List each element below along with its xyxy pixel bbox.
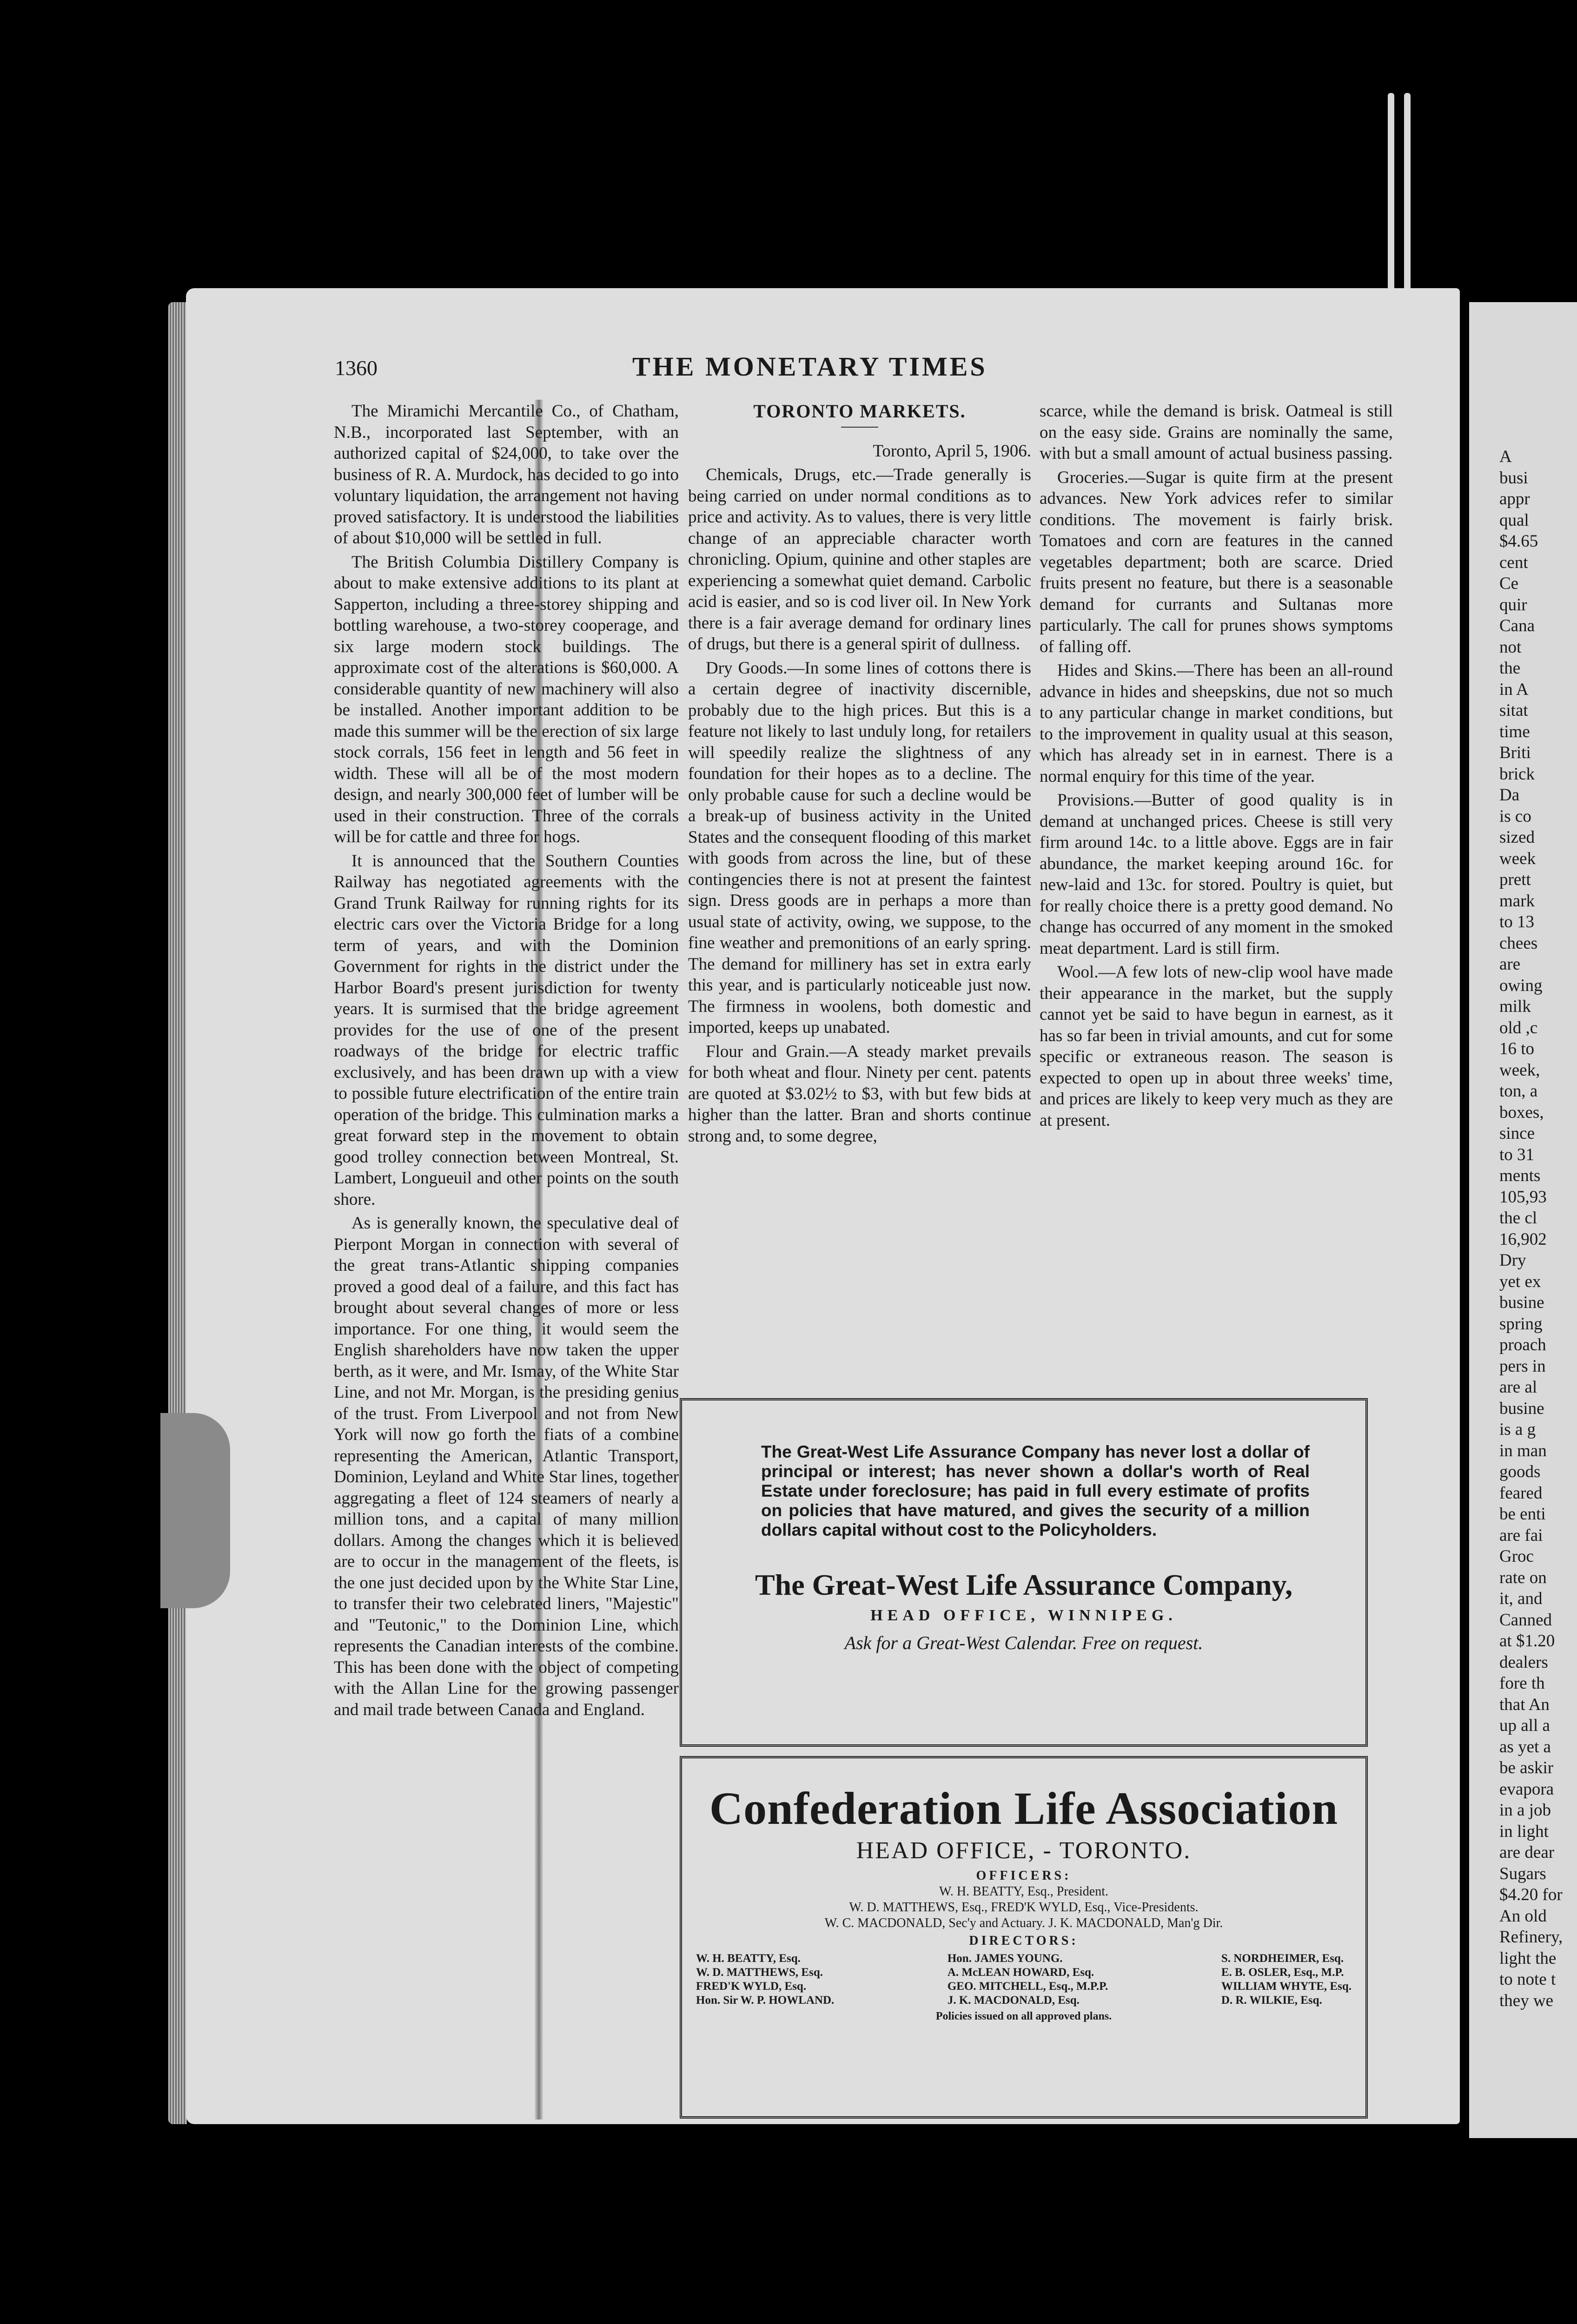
facing-page-line: are dear: [1499, 1843, 1555, 1862]
facing-page-line: prett: [1499, 870, 1531, 889]
market-paragraph: Flour and Grain.—A steady market prevails for both wheat and flour. Ninety per cent. patents are quoted at $3.02½ to $3, with but few bids at higher than the latter. Bran and shorts continue strong and, to some degree,: [688, 1042, 1031, 1146]
facing-page-line: the: [1499, 659, 1521, 678]
facing-page-line: cent: [1499, 553, 1528, 572]
facing-page-line: old ,c: [1499, 1018, 1538, 1037]
market-paragraph: Provisions.—Butter of good quality is in demand at unchanged prices. Cheese is still very firm around 14c. to a little above. Eggs are in fair abundance, the market keeping around 16c. for new-laid and 13c. for stored. Poultry is quiet, but for really choice there is a pretty good demand. No change has occurred of any moment in the smoked meat department. Lard is still firm.: [1040, 791, 1393, 958]
market-paragraph: Dry Goods.—In some lines of cottons there is a certain degree of inactivity discernible, probably due to the high prices. But this is a feature not likely to last unduly long, for retailers will speedily realize the slightness of any foundation for their hopes as to a decline. The only probable cause for such a decline would be a break-up of business activity in the United States and the consequent flooding of this market with goods from across the line, but of these contingencies there is not at present the faintest sign. Dress goods are in perhaps a more than usual state of activity, owing, we suppose, to the fine weather and premonitions of an early spring. The demand for millinery has set in extra early this year, and is particularly noticeable just now. The firmness in woolens, both domestic and imported, keeps up unabated.: [688, 658, 1031, 1037]
facing-page-line: fore th: [1499, 1674, 1545, 1693]
facing-page-line: rate on: [1499, 1568, 1547, 1587]
facing-page-line: Groc: [1499, 1547, 1534, 1566]
ad-head-office: HEAD OFFICE, - TORONTO.: [856, 1837, 1192, 1864]
facing-page-line: spring: [1499, 1314, 1543, 1334]
great-west-life-advertisement: [680, 1398, 1368, 1747]
facing-page-line: sitat: [1499, 701, 1528, 720]
facing-page-line: appr: [1499, 489, 1530, 508]
directors-column: [1221, 1952, 1352, 2007]
facing-page-line: ments: [1499, 1166, 1541, 1185]
facing-page-line: Da: [1499, 786, 1520, 805]
page-clamp: [160, 1413, 230, 1608]
facing-page-line: is co: [1499, 806, 1531, 826]
facing-page-line: are fai: [1499, 1525, 1543, 1545]
facing-page-line: evapora: [1499, 1779, 1554, 1799]
facing-page-line: be askir: [1499, 1758, 1554, 1777]
facing-page-line: dealers: [1499, 1652, 1548, 1672]
facing-page-line: feared: [1499, 1483, 1543, 1503]
facing-page-line: that An: [1499, 1695, 1550, 1714]
heading-rule: [841, 427, 878, 428]
ad-footer: Policies issued on all approved plans.: [935, 2010, 1112, 2022]
officer-line: W. D. MATTHEWS, Esq., FRED'K WYLD, Esq., Vice-Presidents.: [849, 1900, 1199, 1915]
facing-page-line: boxes,: [1499, 1103, 1544, 1122]
directors-title: DIRECTORS:: [969, 1934, 1079, 1948]
facing-page-line: in light: [1499, 1822, 1549, 1841]
director-name: A. McLEAN HOWARD, Esq.: [947, 1966, 1094, 1979]
director-name: S. NORDHEIMER, Esq.: [1221, 1952, 1344, 1965]
facing-page-line: as yet a: [1499, 1737, 1551, 1756]
facing-page-line: milk: [1499, 997, 1531, 1016]
market-paragraph: scarce, while the demand is brisk. Oatmeal is still on the easy side. Grains are nominally the same, with but a small amount of actual business passing.: [1040, 402, 1393, 463]
facing-page-line: they we: [1499, 1991, 1554, 2010]
facing-page-line: is a g: [1499, 1420, 1536, 1439]
facing-page-line: $4.20 for: [1499, 1885, 1563, 1904]
director-name: W. H. BEATTY, Esq.: [696, 1952, 801, 1965]
facing-page-line: in man: [1499, 1441, 1547, 1460]
ad-company-name: The Great-West Life Assurance Company,: [755, 1568, 1293, 1601]
director-name: Hon. JAMES YOUNG.: [947, 1952, 1063, 1965]
facing-page-line: owing: [1499, 976, 1543, 995]
facing-page-line: in A: [1499, 680, 1529, 699]
article-paragraph: As is generally known, the speculative deal of Pierpont Morgan in connection with several of the great trans-Atlantic shipping companies proved a good deal of a failure, and this fact has brought about several changes of more or less importance. For one thing, it would seem the English shareholders have now taken the upper berth, as it were, and Mr. Ismay, of the White Star Line, and not Mr. Morgan, is the presiding genius of the trust. From Liverpool and not from New York will now go forth the fiats of a combine representing the American, Atlantic Transport, Dominion, Leyland and White Star lines, together aggregating a fleet of 124 steamers of nearly a million tons, and a capital of many million dollars. Among the changes which it is believed are to occur in the management of the fleets, is the one just decided upon by the White Star Line, to transfer their two celebrated liners, "Majestic" and "Teutonic," to the Dominion Line, which represents the Canadian interests of the combine. This has been done with the object of competing with the Allan Line for the growing passenger and mail trade between Canada and England.: [334, 1214, 679, 1719]
column-2: [688, 401, 1031, 1149]
page-number: 1360: [335, 356, 378, 380]
director-name: D. R. WILKIE, Esq.: [1221, 1994, 1322, 2007]
facing-page-line: to 31: [1499, 1145, 1535, 1164]
facing-page-line: busi: [1499, 468, 1528, 488]
facing-page-line: Cana: [1499, 616, 1535, 635]
officers-title: OFFICERS:: [976, 1868, 1072, 1883]
facing-page-line: in a job: [1499, 1801, 1551, 1820]
facing-page-line: ton, a: [1499, 1082, 1538, 1101]
facing-page-line: light the: [1499, 1948, 1557, 1968]
facing-page-line: are al: [1499, 1378, 1537, 1397]
facing-page-line: busine: [1499, 1399, 1544, 1418]
facing-page-line: to note t: [1499, 1970, 1556, 1989]
director-name: FRED'K WYLD, Esq.: [696, 1980, 807, 1993]
facing-page-line: proach: [1499, 1335, 1546, 1354]
facing-page-line: sized: [1499, 828, 1535, 847]
facing-page-line: it, and: [1499, 1589, 1543, 1608]
facing-page-line: be enti: [1499, 1505, 1546, 1524]
director-name: WILLIAM WHYTE, Esq.: [1221, 1980, 1352, 1993]
market-paragraph: Hides and Skins.—There has been an all-round advance in hides and sheepskins, due not so much to any particular change in market conditions, but to the improvement in quality usual at this season, which has already set in in earnest. There is a normal enquiry for this time of the year.: [1040, 661, 1393, 786]
facing-page-line: yet ex: [1499, 1272, 1541, 1291]
officer-line: W. C. MACDONALD, Sec'y and Actuary. J. K. MACDONALD, Man'g Dir.: [824, 1916, 1223, 1930]
facing-page-line: Refinery,: [1499, 1928, 1563, 1947]
officer-line: W. H. BEATTY, Esq., President.: [939, 1884, 1108, 1899]
facing-page-line: A: [1499, 447, 1512, 466]
director-name: GEO. MITCHELL, Esq., M.P.P.: [947, 1980, 1108, 1993]
facing-page-line: mark: [1499, 891, 1535, 911]
ad-head-office: HEAD OFFICE, WINNIPEG.: [870, 1607, 1177, 1624]
facing-page-line: Canned: [1499, 1610, 1552, 1630]
facing-page-line: Ce: [1499, 574, 1519, 593]
directors-list: [696, 1952, 1352, 2007]
article-paragraph: The British Columbia Distillery Company is about to make extensive additions to its plant at Sapperton, including a three-storey shipping and bottling warehouse, a two-storey cooperage, and six large modern stock buildings. The approximate cost of the alterations is $60,000. A considerable quantity of new machinery will also be installed. Another important addition to be made this summer will be the erection of six large stock corrals, 156 feet in length and 56 feet in width. These will all be of the most modern design, and nearly 300,000 feet of lumber will be used in their construction. Three of the corrals will be for cattle and three for hogs.: [334, 552, 679, 846]
article-paragraph: The Miramichi Mercantile Co., of Chatham, N.B., incorporated last September, with an authorized capital of $24,000, to take over the business of R. A. Murdock, has decided to go into voluntary liquidation, the arrangement not having proved satisfactory. It is understood the liabilities of about $10,000 will be settled in full.: [334, 402, 679, 548]
facing-page-line: chees: [1499, 933, 1538, 953]
facing-page-line: the cl: [1499, 1208, 1537, 1228]
facing-page-line: week: [1499, 849, 1536, 868]
facing-page-line: since: [1499, 1124, 1535, 1143]
facing-page-line: quir: [1499, 595, 1527, 614]
facing-page-line: time: [1499, 722, 1530, 741]
market-paragraph: Chemicals, Drugs, etc.—Trade generally is being carried on under normal conditions as to price and activity. As to values, there is very little change of an appreciable character worth chronicling. Opium, quinine and other staples are experiencing a somewhat quiet demand. Carbolic acid is easier, and so is cod liver oil. In New York there is a fair average demand for ordinary lines of drugs, but there is a general spirit of dullness.: [688, 465, 1031, 654]
ad-company-name: Confederation Life Association: [709, 1783, 1338, 1834]
book-page-edges: [168, 302, 187, 2124]
facing-page-line: $4.65: [1499, 532, 1538, 551]
facing-page-line: Dry: [1499, 1251, 1526, 1270]
market-paragraph: Wool.—A few lots of new-clip wool have made their appearance in the market, but the supply cannot yet be said to have begun in earnest, as it has so far been in trivial amounts, and cut for some specific or extraneous reason. The season is expected to open up in about three weeks' time, and prices are likely to keep very much as they are at present.: [1040, 963, 1393, 1130]
facing-page-line: pers in: [1499, 1356, 1546, 1376]
facing-page-line: brick: [1499, 764, 1535, 784]
dateline: Toronto, April 5, 1906.: [873, 441, 1031, 461]
director-name: W. D. MATTHEWS, Esq.: [696, 1966, 823, 1979]
facing-page-line: busine: [1499, 1293, 1544, 1312]
masthead-title: THE MONETARY TIMES: [632, 351, 987, 382]
facing-page-line: not: [1499, 637, 1522, 657]
facing-page-line: 16,902: [1499, 1229, 1547, 1249]
facing-page-line: at $1.20: [1499, 1631, 1555, 1651]
article-paragraph: It is announced that the Southern Counties Railway has negotiated agreements with the Grand Trunk Railway for running rights for its electric cars over the Victoria Bridge for a long term of years, and with the Dominion Government for rights in the district under the Harbor Board's present jurisdiction for twenty years. It is surmised that the bridge agreement provides for the use of one of the present roadways of the bridge for electric traffic exclusively, and has been drawn up with a view to possible future electrification of the entire train operation of the bridge. This culmination marks a great forward step in the movement to obtain good trolley connection between Montreal, St. Lambert, Longueuil and other points on the south shore.: [334, 851, 679, 1209]
facing-page-text-fragments: [1499, 446, 1577, 2011]
facing-page-line: 16 to: [1499, 1039, 1535, 1058]
directors-column: [948, 1952, 1108, 2007]
facing-page-line: up all a: [1499, 1716, 1550, 1735]
facing-page-line: 105,93: [1499, 1187, 1547, 1207]
facing-page-line: Briti: [1499, 743, 1531, 762]
facing-page-line: An old: [1499, 1906, 1547, 1926]
director-name: E. B. OSLER, Esq., M.P.: [1221, 1966, 1344, 1979]
director-name: J. K. MACDONALD, Esq.: [947, 1994, 1080, 2007]
director-name: Hon. Sir W. P. HOWLAND.: [696, 1994, 835, 2007]
ad-blurb: The Great-West Life Assurance Company has never lost a dollar of principal or interest; has never shown a dollar's worth of Real Estate under foreclosure; has paid in full every estimate of profits on policies that have matured, and gives the security of a million dollars capital without cost to the Policyholders.: [761, 1442, 1310, 1539]
facing-page-line: qual: [1499, 510, 1529, 530]
confederation-life-advertisement: [680, 1756, 1368, 2119]
column-3: [1040, 401, 1393, 1134]
facing-page-line: week,: [1499, 1060, 1540, 1080]
market-paragraph: Groceries.—Sugar is quite firm at the present advances. New York advices refer to similar conditions. The movement is fairly brisk. Tomatoes and corn are features in the canned vegetables department; both are scarce. Dried fruits present no feature, but there is a seasonable demand for currants and Sultanas more particularly. The call for prunes shows symptoms of falling off.: [1040, 468, 1393, 656]
section-heading: TORONTO MARKETS.: [753, 401, 966, 422]
column-1: [334, 401, 679, 1723]
directors-column: [696, 1952, 834, 2007]
ad-offer: Ask for a Great-West Calendar. Free on request.: [844, 1632, 1203, 1653]
facing-page-line: Sugars: [1499, 1864, 1546, 1883]
facing-page-line: are: [1499, 955, 1521, 974]
facing-page-line: to 13: [1499, 912, 1535, 931]
facing-page-line: goods: [1499, 1462, 1541, 1481]
